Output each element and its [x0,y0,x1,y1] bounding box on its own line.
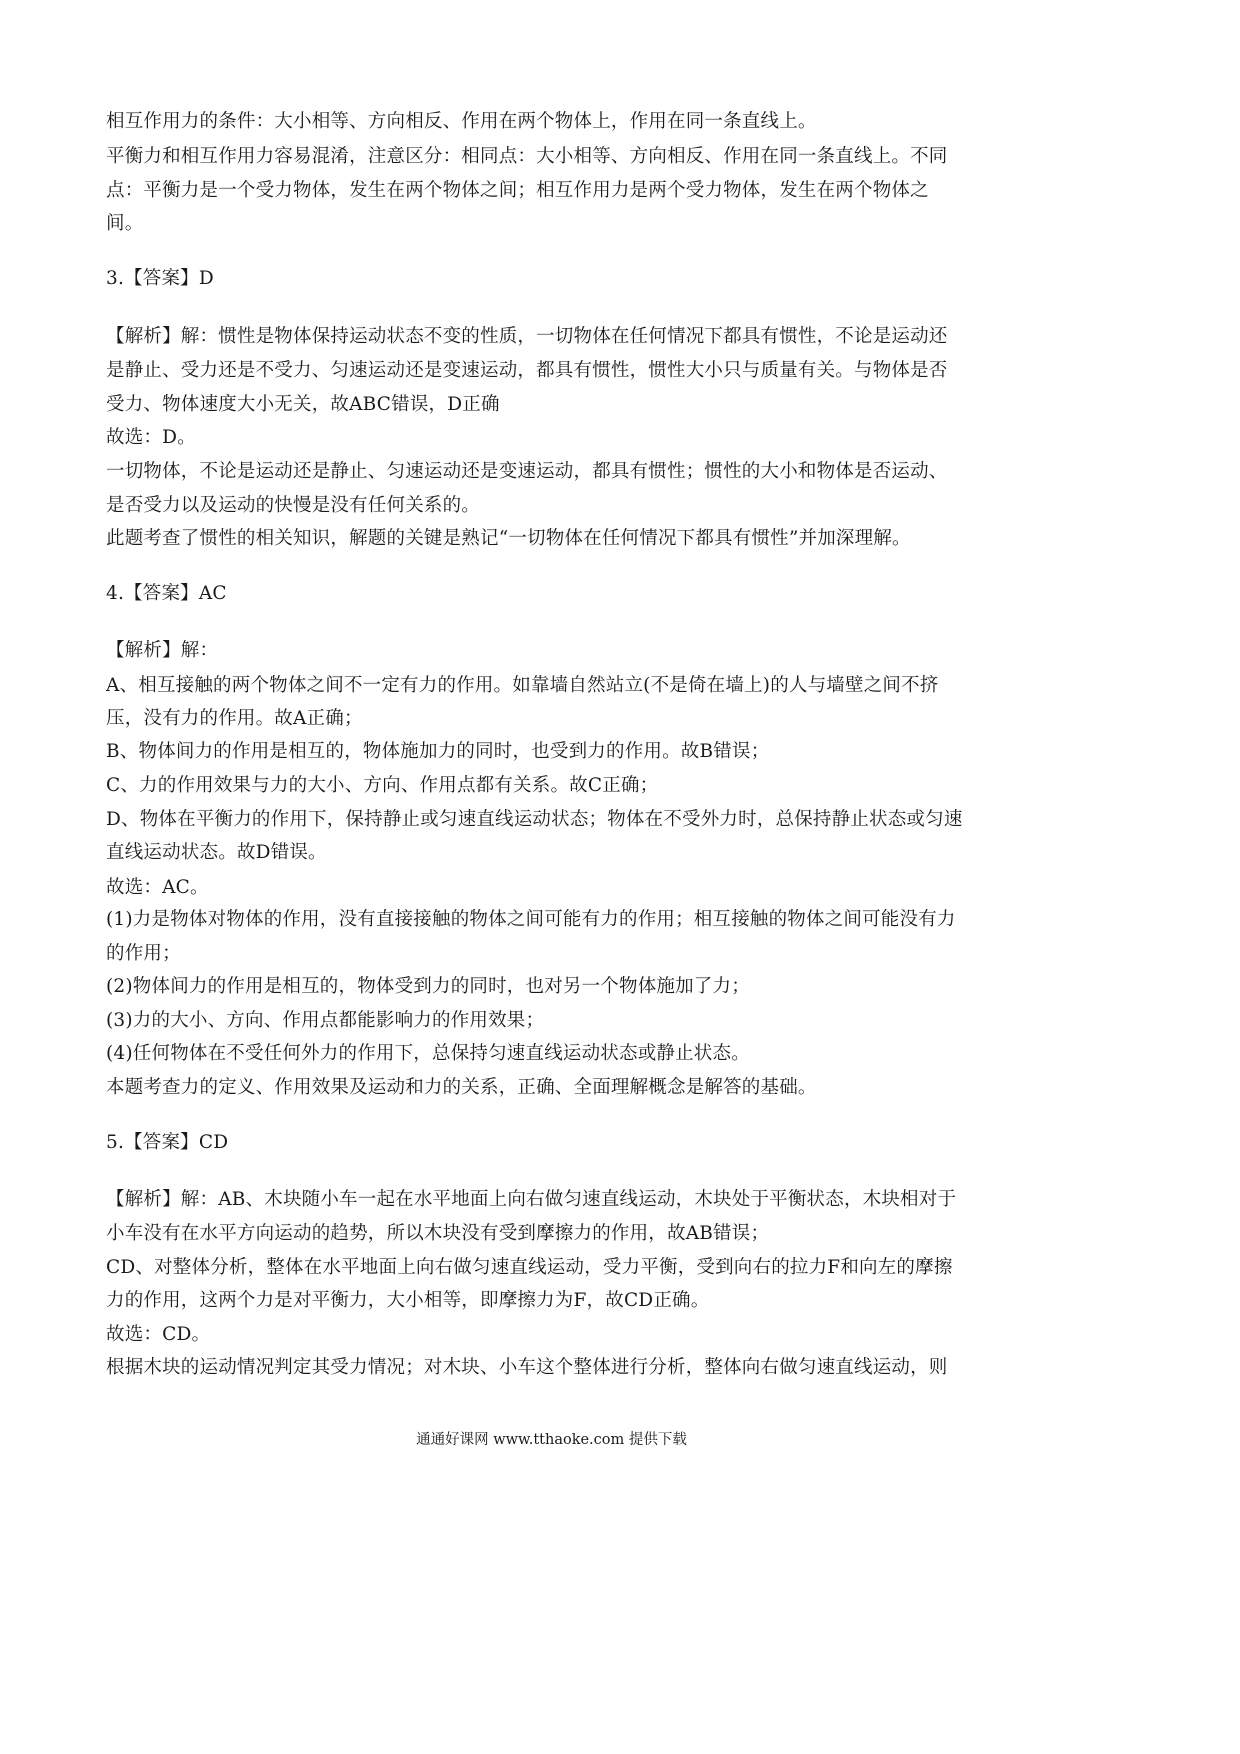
text-line: 此题考查了惯性的相关知识，解题的关键是熟记“一切物体在任何情况下都具有惯性”并加深理解。 [106,528,911,549]
text-line: 是否受力以及运动的快慢是没有任何关系的。 [106,495,481,516]
text-line: 故选：D。 [106,427,196,448]
text-line: D、物体在平衡力的作用下，保持静止或匀速直线运动状态；物体在不受外力时，总保持静止状态或匀速 [106,809,963,830]
text-line: 相互作用力的条件：大小相等、方向相反、作用在两个物体上，作用在同一条直线上。 [106,111,817,132]
text-line: 平衡力和相互作用力容易混淆，注意区分：相同点：大小相等、方向相反、作用在同一条直线上。不同 [106,146,948,167]
text-line: (1)力是物体对物体的作用，没有直接接触的物体之间可能有力的作用；相互接触的物体之间可能没有力 [106,909,956,930]
answer-heading: 4.【答案】AC [106,583,227,604]
text-line: (3)力的大小、方向、作用点都能影响力的作用效果； [106,1010,545,1031]
text-line: 一切物体，不论是运动还是静止、匀速运动还是变速运动，都具有惯性；惯性的大小和物体是否运动、 [106,461,948,482]
text-line: B、物体间力的作用是相互的，物体施加力的同时，也受到力的作用。故B错误； [106,741,770,762]
answer-heading: 3.【答案】D [106,268,214,289]
text-line: 【解析】解： [106,640,219,661]
text-line: 点：平衡力是一个受力物体，发生在两个物体之间；相互作用力是两个受力物体，发生在两个物体之 [106,180,929,201]
text-line: 力的作用，这两个力是对平衡力，大小相等，即摩擦力为F，故CD正确。 [106,1290,710,1311]
text-line: 的作用； [106,943,181,964]
text-line: 故选：AC。 [106,877,209,898]
text-line: C、力的作用效果与力的大小、方向、作用点都有关系。故C正确； [106,775,659,796]
text-line: 压，没有力的作用。故A正确； [106,708,363,729]
text-line: 直线运动状态。故D错误。 [106,842,327,863]
text-line: CD、对整体分析，整体在水平地面上向右做匀速直线运动，受力平衡，受到向右的拉力F和向左的摩擦 [106,1257,953,1278]
text-line: (4)任何物体在不受任何外力的作用下，总保持匀速直线运动状态或静止状态。 [106,1043,750,1064]
text-line: 本题考查力的定义、作用效果及运动和力的关系，正确、全面理解概念是解答的基础。 [106,1077,817,1098]
answer-heading: 5.【答案】CD [106,1132,229,1153]
text-line: A、相互接触的两个物体之间不一定有力的作用。如靠墙自然站立(不是倚在墙上)的人与墙壁之间不挤 [106,675,939,696]
text-line: 受力、物体速度大小无关，故ABC错误，D正确 [106,394,500,415]
text-line: 根据木块的运动情况判定其受力情况；对木块、小车这个整体进行分析，整体向右做匀速直线运动，则 [106,1357,948,1378]
text-line: 【解析】解：惯性是物体保持运动状态不变的性质，一切物体在任何情况下都具有惯性，不论是运动还 [106,326,948,347]
text-line: (2)物体间力的作用是相互的，物体受到力的同时，也对另一个物体施加了力； [106,976,750,997]
text-line: 间。 [106,213,144,234]
text-line: 【解析】解：AB、木块随小车一起在水平地面上向右做匀速直线运动，木块处于平衡状态，木块相对于 [106,1189,957,1210]
text-line: 小车没有在水平方向运动的趋势，所以木块没有受到摩擦力的作用，故AB错误； [106,1223,770,1244]
text-line: 是静止、受力还是不受力、匀速运动还是变速运动，都具有惯性，惯性大小只与质量有关。与物体是否 [106,360,948,381]
text-line: 故选：CD。 [106,1324,211,1345]
page-footer: 通通好课网 www.tthaoke.com 提供下载 [416,1432,687,1448]
